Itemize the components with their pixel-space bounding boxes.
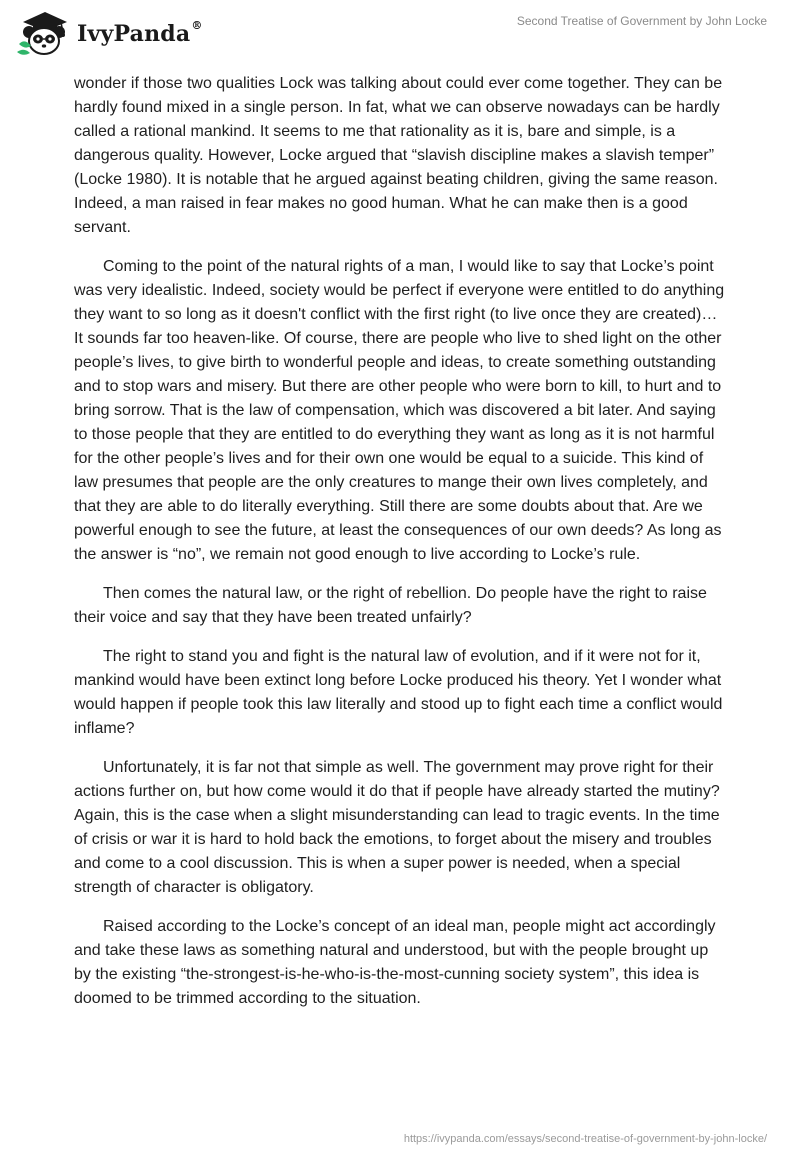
paragraph-2: Coming to the point of the natural rights of a man, I would like to say that Locke’s point was very idealistic. Indeed, society would be perfect if everyone were entitled to do anything they want to so long as it doesn't conflict with the first right (to live once they are created)… It sounds far too heaven-like. Of course, there are people who live to shed light on the other people’s lives, to give birth to wonderful people and ideas, to create something outstanding and to stop wars and misery. But there are other people who were born to kill, to hurt and to bring sorrow. That is the law of compensation, which was discovered a bit later. And saying to those people that they are entitled to do everything they want as long as it is not harmful for the other people’s lives and for their own one would be equal to a suicide. This kind of law presumes that people are the only creatures to mange their own lives completely, and that they are able to do literally everything. Still there are some doubts about that. Are we powerful enough to see the future, at least the consequences of our own deeds? As long as the answer is “no”, we remain not good enough to live according to Locke’s rule. bbox=[74, 258, 725, 563]
paragraph-5: Unfortunately, it is far not that simple as well. The government may prove right for their actions further on, but how come would it do that if people have already started the mutiny? Again, this is the case when a slight misunderstanding can lead to tragic events. In the time of crisis or war it is hard to hold back the emotions, to forget about the misery and troubles and come to a cool discussion. This is when a super power is needed, when a special strength of character is obligatory. bbox=[74, 759, 720, 896]
document-title: Second Treatise of Government by John Locke bbox=[516, 14, 767, 28]
paragraph-3: Then comes the natural law, or the right of rebellion. Do people have the right to raise their voice and say that they have been treated unfairly? bbox=[74, 585, 707, 626]
brand-name bbox=[77, 18, 203, 47]
paragraph-4: The right to stand you and fight is the natural law of evolution, and if it were not for it, mankind would have been extinct long before Locke produced his theory. Yet I wonder what would happen if people took this law literally and stood up to fight each time a conflict would inflame? bbox=[74, 648, 723, 737]
brand-name-text: IvyPanda bbox=[77, 21, 191, 47]
registered-mark: ® bbox=[191, 18, 203, 32]
panda-graduate-icon bbox=[15, 8, 71, 58]
page-header bbox=[0, 0, 800, 70]
paragraph-6: Raised according to the Locke’s concept of an ideal man, people might act accordingly and take these laws as something natural and understood, but with the people brought up by the existing “the-strongest-is-he-who-is-the-most-cunning society system”, this idea is doomed to be trimmed according to the situation. bbox=[74, 918, 716, 1007]
source-url[interactable]: https://ivypanda.com/essays/second-treatise-of-government-by-john-locke/ bbox=[403, 1133, 767, 1145]
brand-logo[interactable] bbox=[15, 8, 203, 58]
paragraph-1: wonder if those two qualities Lock was talking about could ever come together. They can be hardly found mixed in a single person. In fat, what we can observe nowadays can be hardly called a rational mankind. It seems to me that rationality as it is, bare and simple, is a dangerous quality. However, Locke argued that “slavish discipline makes a slavish temper” (Locke 1980). It is notable that he argued against beating children, giving the same reason. Indeed, a man raised in fear makes no good human. What he can make then is a good servant. bbox=[74, 75, 723, 236]
essay-body bbox=[74, 72, 728, 1026]
